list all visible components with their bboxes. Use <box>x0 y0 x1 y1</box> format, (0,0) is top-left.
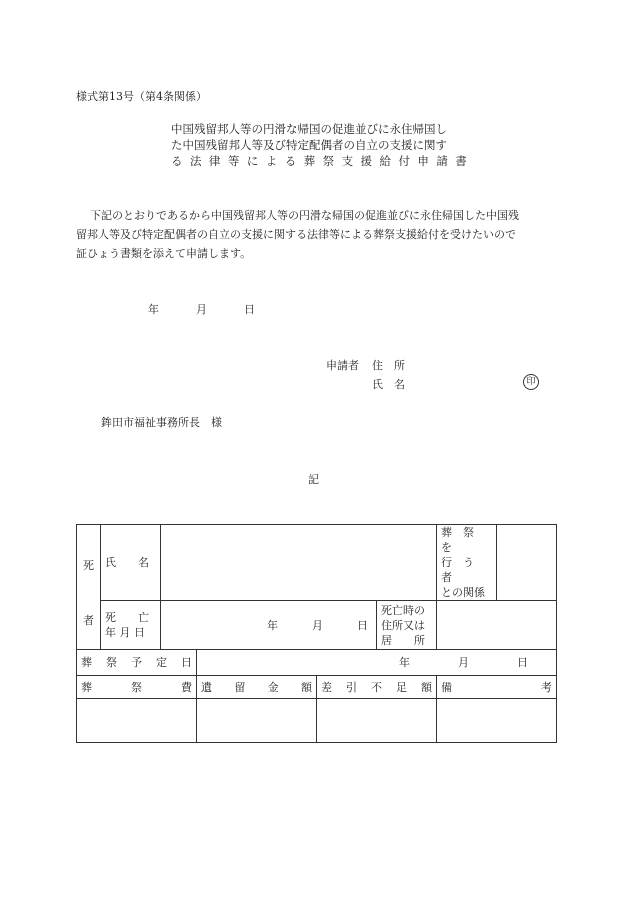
title-line-1: 中国残留邦人等の円滑な帰国の促進並びに永住帰国し <box>171 122 447 136</box>
relation-label: 葬 祭 を 行 う 者 との関係 <box>437 525 497 601</box>
title-line-2: た中国残留邦人等及び特定配偶者の自立の支援に関す <box>171 138 447 152</box>
applicant-address-label: 住 所 <box>372 359 405 372</box>
estate-value-cell[interactable] <box>197 699 317 743</box>
date-year: 年 <box>148 303 159 316</box>
funeral-date-value-cell[interactable]: 年 月 日 <box>197 650 557 676</box>
body-line-1: 下記のとおりであるから中国残留邦人等の円滑な帰国の促進並びに永住帰国した中国残 <box>90 209 519 222</box>
date-month: 月 <box>196 303 207 316</box>
deceased-label: 死 者 <box>77 525 101 650</box>
funeral-date-label: 葬 祭 予 定 日 <box>77 650 197 676</box>
form-number: 様式第13号（第4条関係） <box>76 90 207 103</box>
death-address-label: 死亡時の 住所又は 居 所 <box>377 601 437 650</box>
relation-value-cell[interactable] <box>497 525 557 601</box>
applicant-name-label: 氏 名 <box>372 378 405 391</box>
funeral-form-table <box>76 524 557 743</box>
name-value-cell[interactable] <box>161 525 437 601</box>
addressee: 鉾田市福祉事務所長 様 <box>101 416 222 429</box>
remarks-header: 備 考 <box>437 676 557 699</box>
death-date-value-cell[interactable]: 年 月 日 <box>161 601 377 650</box>
body-line-3: 証ひょう書類を添えて申請します。 <box>76 247 252 260</box>
death-date-label: 死 亡 年 月 日 <box>101 601 161 650</box>
shortfall-header: 差 引 不 足 額 <box>317 676 437 699</box>
funeral-cost-value-cell[interactable] <box>77 699 197 743</box>
remarks-value-cell[interactable] <box>437 699 557 743</box>
shortfall-value-cell[interactable] <box>317 699 437 743</box>
funeral-cost-header: 葬 祭 費 <box>77 676 197 699</box>
death-address-value-cell[interactable] <box>437 601 557 650</box>
name-label: 氏 名 <box>101 525 161 601</box>
body-line-2: 留邦人等及び特定配偶者の自立の支援に関する法律等による葬祭支援給付を受けたいので <box>76 228 516 241</box>
seal-mark: 印 <box>523 374 539 390</box>
title-line-3: る 法 律 等 に よ る 葬 祭 支 援 給 付 申 請 書 <box>171 154 467 168</box>
estate-header: 遺 留 金 額 <box>197 676 317 699</box>
ki-label: 記 <box>308 473 319 486</box>
applicant-label: 申請者 <box>326 359 359 372</box>
date-day: 日 <box>244 303 255 316</box>
